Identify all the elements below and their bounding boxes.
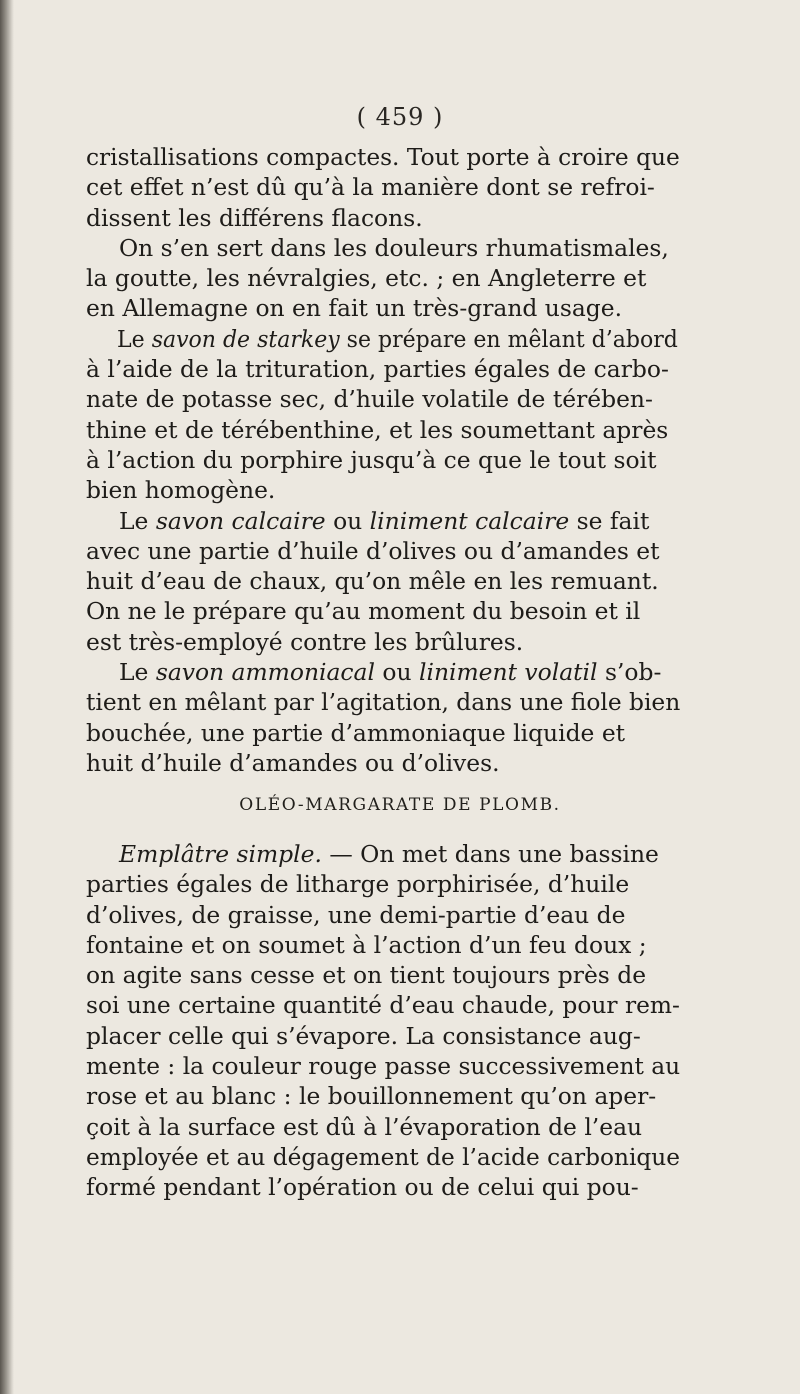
text-run: Le <box>119 658 156 687</box>
paragraph-5 <box>86 657 680 778</box>
text-line: dissent les différens flacons. <box>86 203 423 232</box>
text-line: en Allemagne on en fait un très-grand usage. <box>86 294 623 323</box>
text-line: çoit à la surface est dû à l’évaporation de l’eau <box>86 1112 643 1141</box>
text-line: cristallisations compactes. Tout porte à croire que <box>86 143 680 171</box>
page-binding-edge <box>0 0 14 1394</box>
text-line <box>86 506 680 536</box>
text-line: On ne le prépare qu’au moment du besoin et il <box>86 597 641 626</box>
paragraph-3 <box>86 324 680 506</box>
term-emplatre-simple: Emplâtre simple. <box>119 840 322 868</box>
text-line <box>86 839 680 869</box>
text-line: avec une partie d’huile d’olives ou d’amandes et <box>86 536 660 565</box>
text-line: est très-employé contre les brûlures. <box>86 627 524 656</box>
text-line: huit d’eau de chaux, qu’on mêle en les remuant. <box>86 567 659 596</box>
text-line: formé pendant l’opération ou de celui qui pou- <box>86 1173 639 1202</box>
body-text-upper <box>86 142 680 778</box>
text-run: ou <box>374 658 419 687</box>
text-line: tient en mêlant par l’agitation, dans une fiole bien <box>86 688 681 717</box>
text-line: on agite sans cesse et on tient toujours près de <box>86 961 647 990</box>
text-line: On s’en sert dans les douleurs rhumatismales, <box>119 233 669 262</box>
text-line: fontaine et on soumet à l’action d’un feu doux ; <box>86 930 647 959</box>
text-line: nate de potasse sec, d’huile volatile de térében- <box>86 385 653 414</box>
text-run: ou <box>325 506 370 535</box>
page-number: ( 459 ) <box>356 103 444 131</box>
text-line: mente : la couleur rouge passe successivement au <box>86 1052 681 1081</box>
text-line: la goutte, les névralgies, etc. ; en Angleterre et <box>86 264 647 293</box>
text-line: bien homogène. <box>86 476 276 505</box>
paragraph-2 <box>86 233 680 324</box>
term-savon-de-starkey: savon de starkey <box>151 324 340 353</box>
text-run: s’ob- <box>597 658 662 687</box>
text-line: soi une certaine quantité d’eau chaude, pour rem- <box>86 991 680 1020</box>
text-line <box>86 324 678 354</box>
text-run: Le <box>117 324 152 353</box>
paragraph-emplatre-simple <box>86 839 680 1203</box>
term-liniment-calcaire: liniment calcaire <box>369 506 570 535</box>
text-line: cet effet n’est dû qu’à la manière dont se refroi- <box>86 173 655 202</box>
text-line: à l’action du porphire jusqu’à ce que le tout soit <box>86 445 657 474</box>
text-run: se fait <box>569 506 650 535</box>
text-line: rose et au blanc : le bouillonnement qu’on aper- <box>86 1082 657 1111</box>
text-run: Le <box>119 506 156 535</box>
term-liniment-volatil: liniment volatil <box>419 658 598 687</box>
text-line: à l’aide de la trituration, parties égales de carbo- <box>86 355 669 384</box>
text-line: employée et au dégagement de l’acide carbonique <box>86 1142 680 1171</box>
text-line <box>86 657 680 687</box>
term-savon-calcaire: savon calcaire <box>155 506 326 535</box>
text-line: huit d’huile d’amandes ou d’olives. <box>86 748 500 777</box>
paragraph-4 <box>86 506 680 657</box>
text-line: d’olives, de graisse, une demi-partie d’eau de <box>86 900 626 929</box>
text-run: se prépare en mêlant d’abord <box>339 324 678 353</box>
text-line: placer celle qui s’évapore. La consistance aug- <box>86 1021 641 1050</box>
term-savon-ammoniacal: savon ammoniacal <box>155 658 375 687</box>
text-line: bouchée, une partie d’ammoniaque liquide et <box>86 718 626 747</box>
text-run: — On met dans une bassine <box>321 840 659 868</box>
text-line: thine et de térébenthine, et les soumettant après <box>86 415 669 444</box>
body-text-lower <box>86 839 680 1203</box>
paragraph-1 <box>86 142 680 233</box>
text-line: parties égales de litharge porphirisée, d’huile <box>86 870 630 899</box>
section-heading: OLÉO-MARGARATE DE PLOMB. <box>239 795 561 815</box>
